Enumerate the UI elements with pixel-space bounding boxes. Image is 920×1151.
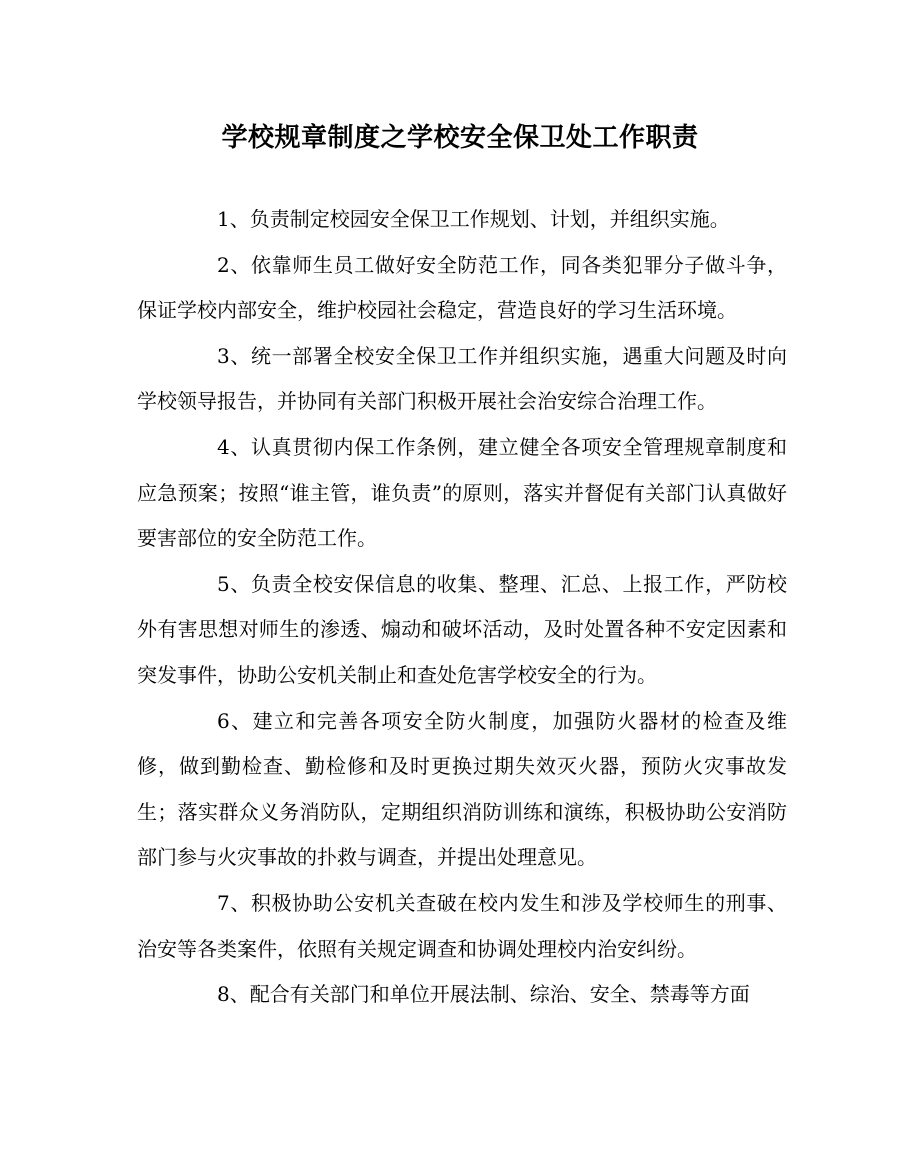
paragraph-2: 2、依靠师生员工做好安全防范工作，同各类犯罪分子做斗争，保证学校内部安全，维护校园社会稳定，营造良好的学习生活环境。 [137,252,787,323]
paragraph-5: 5、负责全校安保信息的收集、整理、汇总、上报工作，严防校外有害思想对师生的渗透、煽动和破坏活动，及时处置各种不安定因素和突发事件，协助公安机关制止和查处危害学校安全的行为。 [137,571,787,687]
paragraph-7: 7、积极协助公安机关查破在校内发生和涉及学校师生的刑事、治安等各类案件，依照有关规定调查和协调处理校内治安纠纷。 [137,890,787,961]
paragraph-8: 8、配合有关部门和单位开展法制、综治、安全、禁毒等方面 [217,982,750,1007]
document-title: 学校规章制度之学校安全保卫处工作职责 [221,123,699,153]
paragraph-6: 6、建立和完善各项安全防火制度，加强防火器材的检查及维修，做到勤检查、勤检修和及时更换过期失效灭火器，预防火灾事故发生；落实群众义务消防队，定期组织消防训练和演练，积极协助公安消防部门参与火灾事故的扑救与调查，并提出处理意见。 [137,708,787,870]
paragraph-4: 4、认真贯彻内保工作条例，建立健全各项安全管理规章制度和应急预案；按照“谁主管，谁负责”的原则，落实并督促有关部门认真做好要害部位的安全防范工作。 [137,434,787,551]
document-body [137,197,787,1018]
paragraph-3: 3、统一部署全校安全保卫工作并组织实施，遇重大问题及时向学校领导报告，并协同有关部门积极开展社会治安综合治理工作。 [137,343,787,414]
paragraph-1: 1、负责制定校园安全保卫工作规划、计划，并组织实施。 [217,207,730,231]
